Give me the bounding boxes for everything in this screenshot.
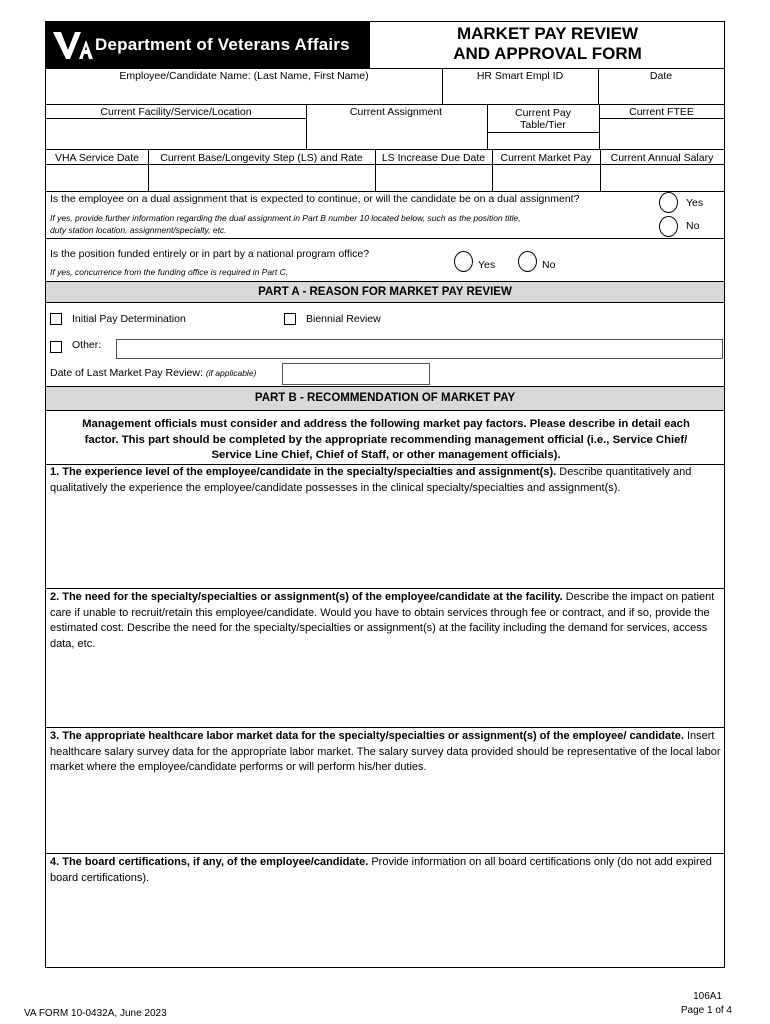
factor-1-text: Describe quantitatively and qualitatively the experience the employee/candidate possesses in the clinical specialty/specialties and assignment(s). bbox=[50, 466, 692, 494]
factor-2-text: Describe the impact on patient care if unable to recruit/retain this employee/candidate. Would you have to obtain services through fee or contract, and if so, provide the estimated cost. Describe the need for the specialty/specialties or assignment(s) at the facility including the demand for services, access data, etc. bbox=[50, 591, 715, 650]
part-b-header bbox=[46, 386, 724, 411]
factor-1-response[interactable] bbox=[47, 514, 723, 586]
pay-table-label-line2: Table/Tier bbox=[520, 119, 566, 131]
last-review-text: Date of Last Market Pay Review: bbox=[50, 367, 203, 379]
part-b-intro-line1: Management officials must consider and address the following market pay factors. Please describe in detail each bbox=[82, 418, 690, 430]
last-review-date-input[interactable] bbox=[282, 363, 430, 385]
facility-label: Current Facility/Service/Location bbox=[100, 106, 252, 118]
initial-pay-checkbox[interactable] bbox=[50, 313, 62, 325]
pay-table-field[interactable] bbox=[488, 134, 598, 147]
factor-4-response[interactable] bbox=[47, 888, 723, 966]
form-code: 106A1 bbox=[693, 991, 722, 1002]
biennial-review-label: Biennial Review bbox=[306, 313, 381, 325]
dual-yes-radio[interactable] bbox=[659, 192, 678, 213]
market-pay-form bbox=[45, 21, 725, 968]
biennial-review-checkbox[interactable] bbox=[284, 313, 296, 325]
part-b-intro-line2: factor. This part should be completed by the appropriate recommending management official (i.e., Service Chief/ bbox=[84, 433, 688, 446]
funded-no-radio[interactable] bbox=[518, 251, 537, 272]
funded-yes-radio[interactable] bbox=[454, 251, 473, 272]
market-pay-field[interactable] bbox=[493, 166, 599, 189]
factor-2-heading: 2. The need for the specialty/specialties or assignment(s) of the employee/candidate at the facility. bbox=[50, 591, 563, 603]
part-b-intro bbox=[48, 417, 724, 464]
funded-no-label: No bbox=[542, 259, 556, 271]
market-pay-label: Current Market Pay bbox=[500, 152, 592, 164]
assignment-label: Current Assignment bbox=[349, 106, 443, 118]
ls-due-date-field[interactable] bbox=[376, 166, 491, 189]
part-b-title: PART B - RECOMMENDATION OF MARKET PAY bbox=[254, 392, 516, 404]
pay-table-label-line1: Current Pay bbox=[514, 107, 572, 119]
factor-2-response[interactable] bbox=[47, 654, 723, 724]
part-b-intro-line3: Service Line Chief, Chief of Staff, or other management officials). bbox=[211, 449, 561, 461]
factor-3-text: Insert healthcare salary survey data for the appropriate labor market. The salary survey data provided should be representative of the local labor market where the employee/candidate performs or will perform his/her duties. bbox=[50, 730, 721, 773]
factor-3-heading: 3. The appropriate healthcare labor market data for the specialty/specialties or assignment(s) of the employee/ candidate. bbox=[50, 730, 684, 742]
part-a-title: PART A - REASON FOR MARKET PAY REVIEW bbox=[258, 286, 512, 298]
agency-name: Department of Veterans Affairs bbox=[95, 35, 350, 54]
factor-4-text: Provide information on all board certifications only (do not add expired board certifications). bbox=[50, 856, 712, 884]
factor-3 bbox=[50, 729, 722, 776]
factor-1-heading: 1. The experience level of the employee/candidate in the specialty/specialties and assignment(s). bbox=[50, 466, 557, 478]
base-step-field[interactable] bbox=[149, 166, 374, 189]
pay-table-label bbox=[487, 107, 599, 131]
ls-due-date-label: LS Increase Due Date bbox=[381, 152, 486, 164]
funded-question: Is the position funded entirely or in part by a national program office? bbox=[50, 248, 370, 260]
ftee-label: Current FTEE bbox=[629, 106, 694, 118]
factor-1 bbox=[50, 465, 722, 496]
factor-2 bbox=[50, 590, 722, 652]
dual-yes-label: Yes bbox=[686, 197, 704, 209]
part-a-header bbox=[46, 281, 724, 303]
assignment-field[interactable] bbox=[307, 120, 486, 147]
dual-no-label: No bbox=[686, 220, 700, 232]
annual-salary-field[interactable] bbox=[601, 166, 723, 189]
form-title-line1: MARKET PAY REVIEW bbox=[456, 24, 639, 43]
form-number: VA FORM 10-0432A, June 2023 bbox=[24, 1008, 167, 1019]
last-review-label bbox=[50, 367, 256, 379]
initial-pay-label: Initial Pay Determination bbox=[72, 313, 186, 325]
form-title bbox=[371, 24, 724, 64]
dual-assignment-note-1: If yes, provide further information regarding the dual assignment in Part B number 10 located below, such as the position title, bbox=[50, 213, 521, 223]
funded-yes-label: Yes bbox=[478, 259, 496, 271]
date-label: Date bbox=[649, 70, 673, 82]
other-label: Other: bbox=[72, 339, 102, 351]
ftee-field[interactable] bbox=[600, 120, 723, 147]
hr-smart-id-label: HR Smart Empl ID bbox=[476, 70, 564, 82]
form-title-line2: AND APPROVAL FORM bbox=[453, 44, 642, 63]
factor-3-response[interactable] bbox=[47, 778, 723, 852]
other-input[interactable] bbox=[116, 339, 723, 359]
annual-salary-label: Current Annual Salary bbox=[610, 152, 714, 164]
factor-4 bbox=[50, 855, 722, 886]
factor-4-heading: 4. The board certifications, if any, of the employee/candidate. bbox=[50, 856, 369, 868]
facility-field[interactable] bbox=[47, 120, 305, 147]
other-checkbox[interactable] bbox=[50, 341, 62, 353]
last-review-note: (if applicable) bbox=[205, 368, 257, 378]
page-number: Page 1 of 4 bbox=[680, 1005, 732, 1016]
date-field[interactable] bbox=[599, 84, 723, 102]
dual-assignment-question: Is the employee on a dual assignment that is expected to continue, or will the candidate be on a dual assignment? bbox=[50, 193, 580, 205]
employee-name-label: Employee/Candidate Name: (Last Name, First Name) bbox=[119, 70, 369, 82]
hr-smart-id-field[interactable] bbox=[443, 84, 597, 102]
funded-note: If yes, concurrence from the funding office is required in Part C. bbox=[50, 267, 289, 277]
employee-name-field[interactable] bbox=[47, 84, 441, 102]
dual-no-radio[interactable] bbox=[659, 216, 678, 237]
vha-service-date-label: VHA Service Date bbox=[54, 152, 140, 164]
dual-assignment-note-2: duty station location, assignment/specialty, etc. bbox=[50, 225, 227, 235]
vha-service-date-field[interactable] bbox=[47, 166, 147, 189]
base-step-label: Current Base/Longevity Step (LS) and Rate bbox=[160, 152, 363, 164]
